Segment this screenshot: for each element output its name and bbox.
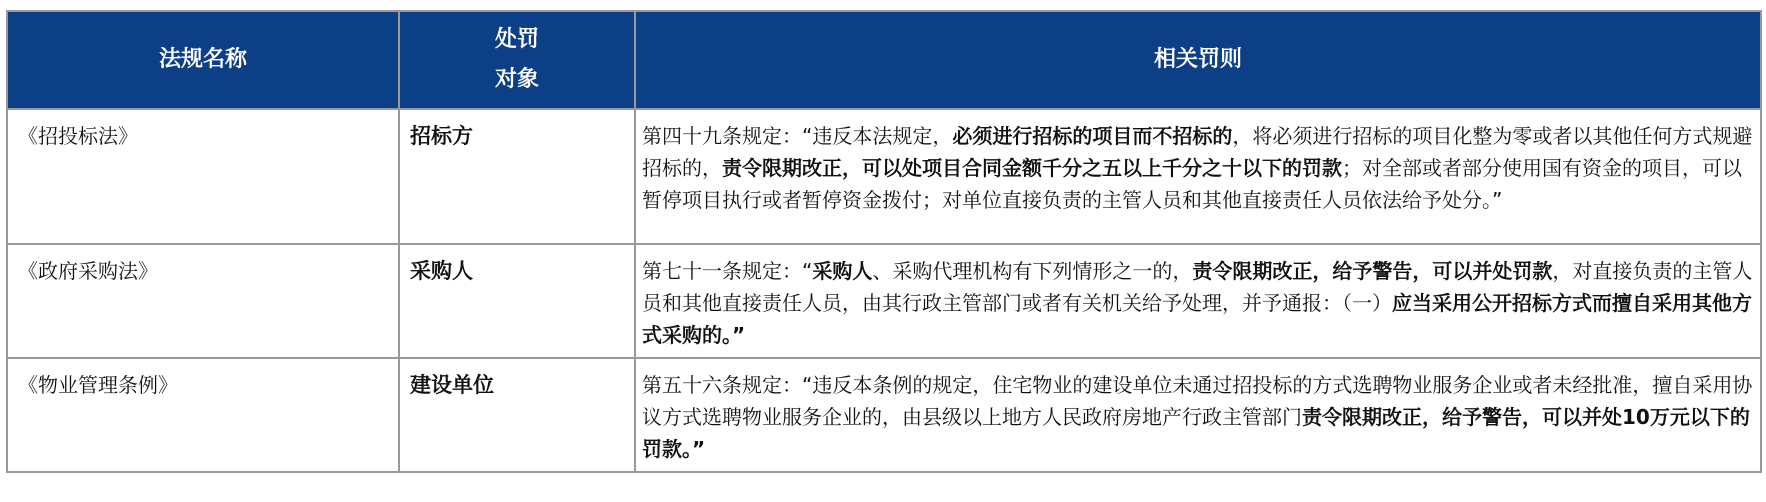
regulation-name-cell: 《物业管理条例》 <box>7 358 399 472</box>
header-regulation-name: 法规名称 <box>7 11 399 109</box>
penalty-text-cell <box>635 358 1761 472</box>
penalty-text-cell <box>635 109 1761 244</box>
table-row <box>7 244 1761 358</box>
penalty-text: ，将必须进行招标的项目化整为零或者以其他任何方式规避招标的， <box>642 124 1753 180</box>
regulation-name-cell: 《招投标法》 <box>7 109 399 244</box>
penalty-text: ；对全部或者部分使用国有资金的项目，可以暂停项目执行或者暂停资金拨付；对单位直接负责的主管人员和其他直接责任人员依法给予处分。” <box>642 156 1742 212</box>
penalty-emphasis-text: 责令限期改正，可以处项目合同金额千分之五以上千分之十以下的罚款 <box>722 156 1342 180</box>
penalty-emphasis-text: 责令限期改正，给予警告，可以并处10万元以下的罚款。” <box>642 405 1750 461</box>
penalty-text-cell <box>635 244 1761 358</box>
penalty-emphasis-text: 应当采用公开招标方式而擅自采用其他方式采购的。” <box>642 291 1752 347</box>
penalty-emphasis-text: 责令限期改正，给予警告，可以并处罚款 <box>1192 259 1553 283</box>
penalty-target-cell: 招标方 <box>399 109 635 244</box>
penalty-text: 第七十一条规定：“ <box>642 259 813 283</box>
penalty-text: 第五十六条规定：“违反本条例的规定，住宅物业的建设单位未通过招投标的方式选聘物业服务企业或者未经批准，擅自采用协议方式选聘物业服务企业的，由县级以上地方人民政府房地产行政主管部门 <box>642 373 1753 429</box>
penalty-emphasis-text: 采购人 <box>812 259 873 283</box>
penalty-target-cell: 建设单位 <box>399 358 635 472</box>
header-penalty-target-line1: 处罚 <box>494 27 539 52</box>
regulation-name-cell: 《政府采购法》 <box>7 244 399 358</box>
penalty-text: 第四十九条规定：“违反本法规定， <box>642 124 953 148</box>
header-related-penalties: 相关罚则 <box>635 11 1761 109</box>
table-row <box>7 109 1761 244</box>
header-penalty-target <box>399 11 635 109</box>
header-penalty-target-line2: 对象 <box>494 67 539 92</box>
regulations-table <box>6 10 1762 473</box>
penalty-text: 、采购代理机构有下列情形之一的， <box>872 259 1193 283</box>
table-header <box>7 11 1761 109</box>
penalty-target-cell: 采购人 <box>399 244 635 358</box>
table-row <box>7 358 1761 472</box>
penalty-text: ，对直接负责的主管人员和其他直接责任人员，由其行政主管部门或者有关机关给予处理，并予通报：（一） <box>642 259 1753 315</box>
penalty-emphasis-text: 必须进行招标的项目而不招标的 <box>952 124 1233 148</box>
